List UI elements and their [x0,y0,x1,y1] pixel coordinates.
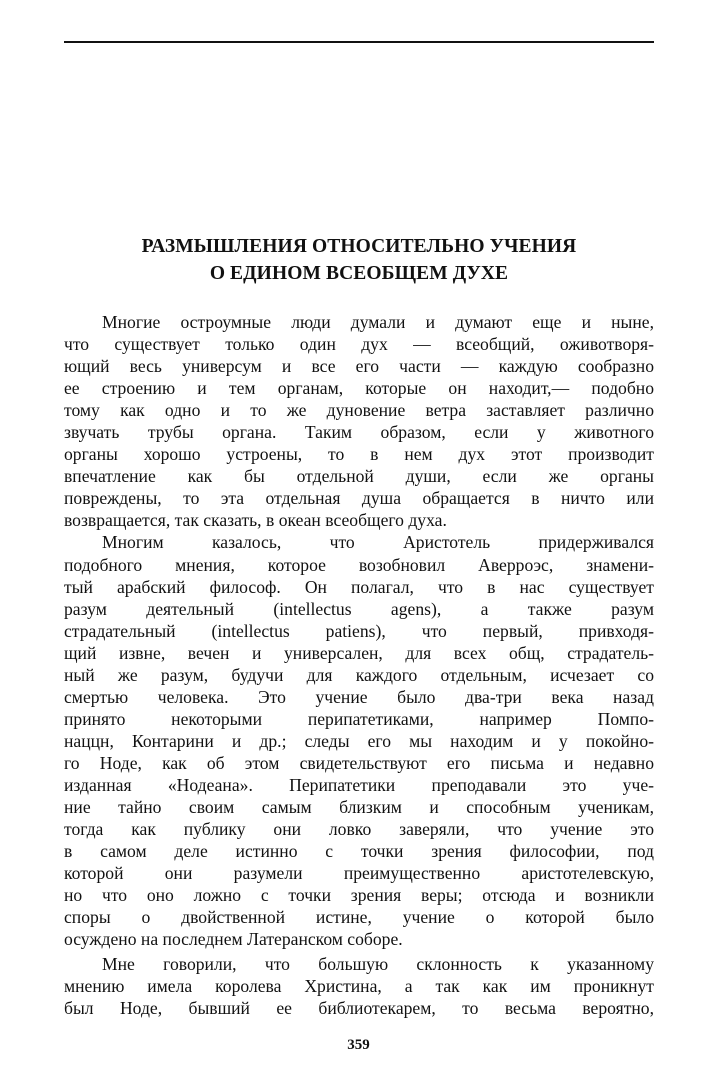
text-line: споры о двойственной истине, учение о которой было [64,907,654,928]
text-line: ние тайно своим самым близким и способным ученикам, [64,797,654,818]
paragraph-2 [64,531,654,950]
text-line: разум деятельный (intellectus agens), а также разум [64,598,654,619]
text-line: тогда как публику они ловко заверяли, что учение это [64,819,654,840]
text-line: щий извне, вечен и универсален, для всех общ, страдатель- [64,642,654,663]
text-line: тому как одно и то же дуновение ветра заставляет различно [64,400,654,421]
chapter-title-line-2: О ЕДИНОМ ВСЕОБЩЕМ ДУХЕ [209,263,509,284]
text-line: смертью человека. Это учение было два-три века назад [64,686,654,707]
text-line: подобного мнения, которое возобновил Аверроэс, знамени- [64,554,654,575]
text-line: принято некоторыми перипатетиками, например Помпо- [64,708,654,729]
paragraph-1 [64,311,654,531]
text-line: го Ноде, как об этом свидетельствуют его письма и недавно [64,752,654,773]
text-line: Многие остроумные люди думали и думают еще и ныне, [102,312,654,332]
text-line: повреждены, то эта отдельная душа обращается в ничто или [64,488,654,509]
page-number: 359 [347,1037,370,1053]
chapter-title-line-1: РАЗМЫШЛЕНИЯ ОТНОСИТЕЛЬНО УЧЕНИЯ [141,236,577,257]
text-line: органы хорошо устроены, то в нем дух этот производит [64,444,654,465]
text-line: звучать трубы органа. Таким образом, если у животного [64,422,654,443]
text-line: Многим казалось, что Аристотель придерживался [102,532,654,553]
text-line: ее строению и тем органам, которые он находит,— подобно [64,378,654,399]
text-line: тый арабский философ. Он полагал, что в нас существует [64,576,654,597]
text-line: Мне говорили, что большую склонность к указанному [102,954,654,975]
text-line: изданная «Нодеана». Перипатетики преподавали это уче- [64,774,654,795]
chapter-title [64,233,654,287]
text-line: возвращается, так сказать, в океан всеобщего духа. [64,510,447,531]
body-text [64,311,654,1020]
text-line: что существует только один дух — всеобщий, оживотворя- [64,334,654,355]
text-line: страдательный (intellectus patiens), что первый, привходя- [64,620,654,641]
text-line: был Ноде, бывший ее библиотекарем, то весьма вероятно, [64,998,654,1019]
text-line: ющий весь универсум и все его части — каждую сообразно [64,356,654,377]
text-line: ный же разум, будучи для каждого отдельным, исчезает со [64,664,654,685]
text-line: мнению имела королева Христина, а так как им проникнут [64,976,654,997]
text-line: но что оно ложно с точки зрения веры; отсюда и возникли [64,885,654,906]
header-rule [64,41,654,43]
text-line: наццн, Контарини и др.; следы его мы находим и у покойно- [64,730,654,751]
text-line: в самом деле истинно с точки зрения философии, под [64,841,654,862]
text-line: впечатление как бы отдельной души, если же органы [64,466,654,487]
text-line: которой они разумели преимущественно аристотелевскую, [64,863,654,884]
text-line: осуждено на последнем Латеранском соборе. [64,929,403,950]
paragraph-3 [64,953,654,1019]
